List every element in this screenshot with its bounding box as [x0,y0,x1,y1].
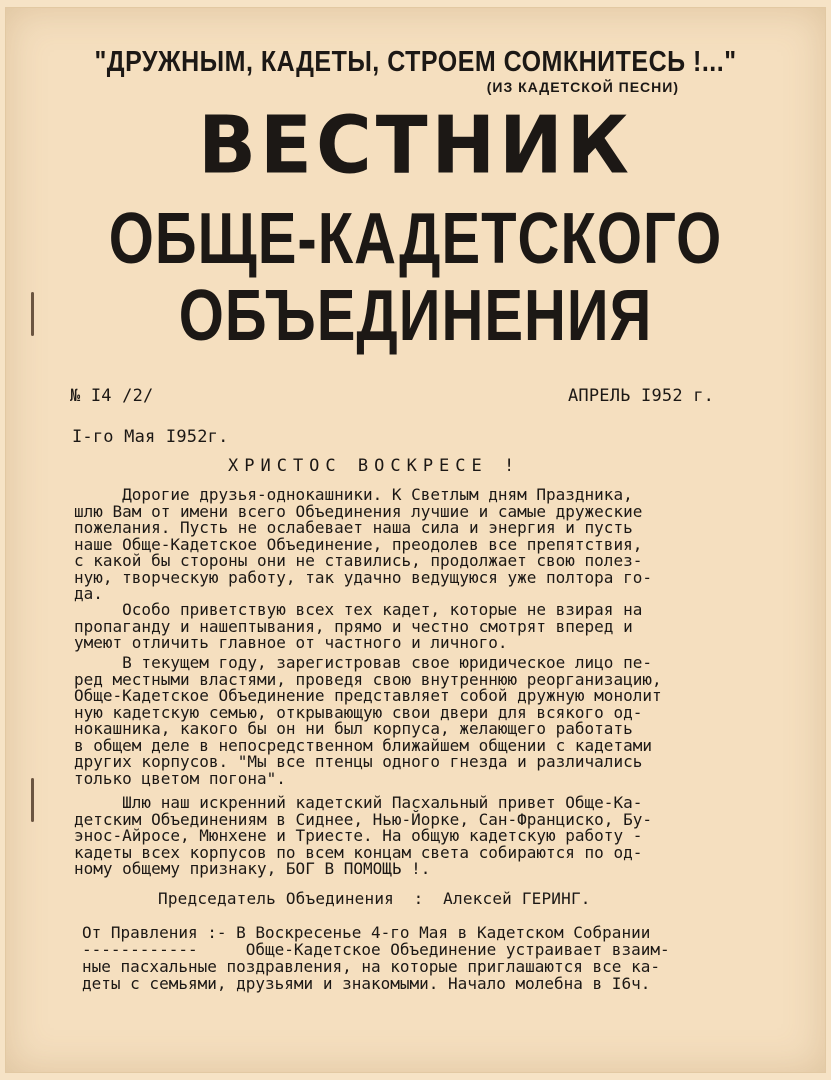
text-line: Особо приветствую всех тех кадет, которые не взирая на [74,600,643,619]
text-line: ------------ Обще-Кадетское Объединение устраивает взаим- [82,940,670,959]
text-line: только цветом погона". [74,768,286,788]
staple [31,778,34,822]
issue-number: № I4 /2/ [70,386,154,406]
text-line: ные пасхальные поздравления, на которые приглашаются все ка- [82,957,660,976]
text-line: шлю Вам от имени всего Объединения лучшие и самые дружеские [74,501,643,521]
text-line: деты с семьями, друзьями и знакомыми. Начало молебна в I6ч. [82,974,651,993]
letter-paragraph-4 [74,795,774,878]
text-line: ную, творческую работу, так удачно ведущуюся уже полтора го- [74,567,652,587]
masthead-motto-source: (ИЗ КАДЕТСКОЙ ПЕСНИ) [486,79,679,95]
letter-paragraph-1 [74,487,774,603]
text-line: ред местными властями, проведя свою внутреннюю реорганизацию, [74,669,662,689]
issue-date: АПРЕЛЬ I952 г. [568,386,715,406]
letter-greeting: ХРИСТОС ВОСКРЕСЕ ! [228,456,521,476]
text-line: да. [74,584,103,603]
text-line: в общем деле в непосредственном ближайшем общении с кадетами [74,735,652,755]
text-line: ную кадетскую семью, открывающую свои двери для всякого од- [74,702,643,722]
text-line: ному общему признаку, БОГ В ПОМОЩЬ !. [74,859,431,878]
text-line: энос-Айросе, Мюнхене и Триесте. На общую кадетскую работу - [74,826,643,845]
text-line: нокашника, какого бы он ни был корпуса, желающего работать [74,719,633,738]
masthead-subtitle-line1: ОБЩЕ-КАДЕТСКОГО [108,197,723,280]
letter-date: I-го Мая I952г. [72,427,229,447]
masthead-title: ВЕСТНИК [198,97,633,192]
text-line: пропаганду и нашептывания, прямо и честно смотрят вперед и [74,616,633,636]
text-line: От Правления :- В Воскресенье 4-го Мая в Кадетском Собрании [82,923,651,942]
text-line: других корпусов. "Мы все птенцы одного гнезда и различались [74,752,643,771]
text-line: умеют отличить главное от частного и личного. [74,633,508,652]
text-line: с какой бы стороны они не ставились, продолжает свою полез- [74,551,643,570]
text-line: Обще-Кадетское Объединение представляет собой дружную монолит [74,686,662,705]
masthead-subtitle-line2: ОБЪЕДИНЕНИЯ [178,274,653,357]
letter-paragraph-2 [74,602,774,652]
board-notice [82,924,782,992]
text-line: кадеты всех корпусов по всем концам света собираются по од- [74,842,643,862]
text-line: Дорогие друзья-однокашники. К Светлым дням Праздника, [74,485,633,504]
text-line: пожелания. Пусть не ослабевает наша сила и энергия и пусть [74,518,633,537]
letter-signature: Председатель Объединения : Алексей ГЕРИНГ. [158,889,591,908]
masthead-motto: "ДРУЖНЫМ, КАДЕТЫ, СТРОЕМ СОМКНИТЕСЬ !..." [94,45,737,79]
text-line: В текущем году, зарегистровав свое юридическое лицо пе- [74,653,652,672]
text-line: детским Объединениям в Сиднее, Нью-Йорке, Сан-Франциско, Бу- [74,809,652,829]
letter-paragraph-3 [74,655,774,787]
text-line: Шлю наш искренний кадетский Пасхальный привет Обще-Ка- [74,793,643,812]
text-line: наше Обще-Кадетское Объединение, преодолев все препятствия, [74,534,643,554]
